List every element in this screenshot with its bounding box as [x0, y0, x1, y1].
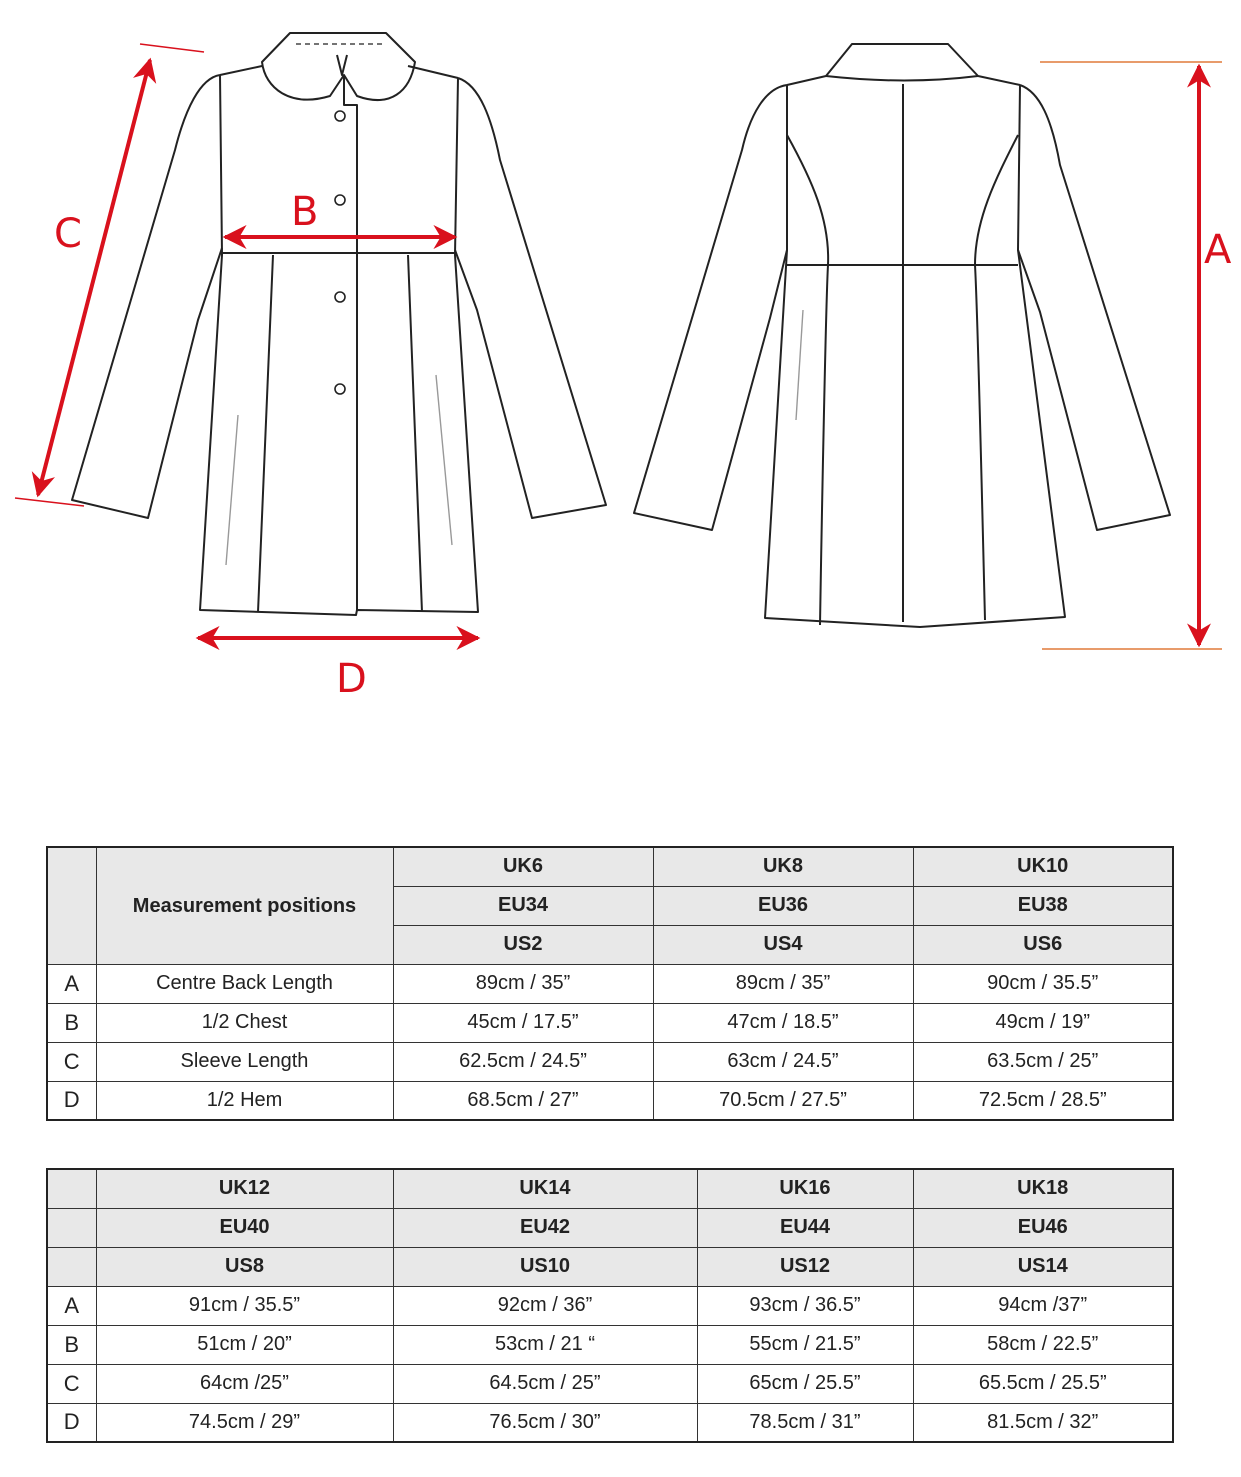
size-uk-header: UK14 — [393, 1169, 697, 1208]
measure-a-line — [1040, 62, 1222, 649]
back-collar — [787, 44, 1020, 85]
size-chart-table-1 — [46, 846, 1174, 1121]
measurement-value: 63.5cm / 25” — [913, 1042, 1173, 1081]
measurement-value: 58cm / 22.5” — [913, 1325, 1173, 1364]
front-body-outline — [200, 75, 478, 615]
size-us-header: US8 — [96, 1247, 393, 1286]
size-us-header: US6 — [913, 925, 1173, 964]
measurement-value: 91cm / 35.5” — [96, 1286, 393, 1325]
row-letter: A — [47, 1286, 96, 1325]
measurement-value: 81.5cm / 32” — [913, 1403, 1173, 1442]
measurement-value: 90cm / 35.5” — [913, 964, 1173, 1003]
label-c: C — [54, 211, 82, 257]
measurement-value: 65.5cm / 25.5” — [913, 1364, 1173, 1403]
table-row — [47, 1081, 1173, 1120]
row-letter: B — [47, 1003, 96, 1042]
measurement-value: 65cm / 25.5” — [697, 1364, 913, 1403]
measurement-value: 92cm / 36” — [393, 1286, 697, 1325]
size-us-header: US14 — [913, 1247, 1173, 1286]
size-eu-header: EU46 — [913, 1208, 1173, 1247]
corner-cell — [47, 847, 96, 964]
size-eu-header: EU38 — [913, 886, 1173, 925]
measurement-value: 63cm / 24.5” — [653, 1042, 913, 1081]
measurement-value: 47cm / 18.5” — [653, 1003, 913, 1042]
measurement-value: 78.5cm / 31” — [697, 1403, 913, 1442]
corner-cell — [47, 1208, 96, 1247]
front-right-sleeve — [455, 78, 606, 518]
measure-c-line — [15, 44, 204, 506]
measurement-value: 53cm / 21 “ — [393, 1325, 697, 1364]
table-row — [47, 1364, 1173, 1403]
size-uk-header: UK6 — [393, 847, 653, 886]
size-us-header: US10 — [393, 1247, 697, 1286]
size-uk-header: UK10 — [913, 847, 1173, 886]
measurement-value: 64cm /25” — [96, 1364, 393, 1403]
front-collar — [262, 33, 415, 100]
table-row — [47, 1003, 1173, 1042]
row-measurement-name: Centre Back Length — [96, 964, 393, 1003]
size-eu-header: EU34 — [393, 886, 653, 925]
measurement-value: 89cm / 35” — [393, 964, 653, 1003]
table-row — [47, 1286, 1173, 1325]
size-us-header: US12 — [697, 1247, 913, 1286]
row-measurement-name: Sleeve Length — [96, 1042, 393, 1081]
measurement-value: 62.5cm / 24.5” — [393, 1042, 653, 1081]
size-chart-table-2 — [46, 1168, 1174, 1443]
label-d: D — [336, 656, 367, 702]
size-uk-header: UK12 — [96, 1169, 393, 1208]
back-right-sleeve — [1018, 85, 1170, 530]
size-us-header: US4 — [653, 925, 913, 964]
label-b: B — [291, 189, 319, 235]
row-letter: C — [47, 1364, 96, 1403]
table-row — [47, 1403, 1173, 1442]
table-row — [47, 1042, 1173, 1081]
table-row — [47, 964, 1173, 1003]
size-eu-header: EU42 — [393, 1208, 697, 1247]
measurement-value: 70.5cm / 27.5” — [653, 1081, 913, 1120]
jacket-measurement-diagram — [0, 0, 1241, 720]
back-body-outline — [765, 85, 1065, 627]
row-measurement-name: 1/2 Chest — [96, 1003, 393, 1042]
measurement-value: 89cm / 35” — [653, 964, 913, 1003]
size-eu-header: EU40 — [96, 1208, 393, 1247]
measurement-value: 64.5cm / 25” — [393, 1364, 697, 1403]
jacket-front-view — [72, 33, 606, 615]
front-left-sleeve — [72, 75, 222, 518]
size-eu-header: EU44 — [697, 1208, 913, 1247]
size-us-header: US2 — [393, 925, 653, 964]
measurement-value: 68.5cm / 27” — [393, 1081, 653, 1120]
row-letter: A — [47, 964, 96, 1003]
row-letter: D — [47, 1403, 96, 1442]
measurement-value: 94cm /37” — [913, 1286, 1173, 1325]
label-a: A — [1204, 227, 1232, 273]
measurement-value: 93cm / 36.5” — [697, 1286, 913, 1325]
size-uk-header: UK16 — [697, 1169, 913, 1208]
size-uk-header: UK8 — [653, 847, 913, 886]
corner-cell — [47, 1247, 96, 1286]
row-letter: C — [47, 1042, 96, 1081]
size-uk-header: UK18 — [913, 1169, 1173, 1208]
jacket-back-view — [634, 44, 1170, 627]
row-letter: B — [47, 1325, 96, 1364]
row-letter: D — [47, 1081, 96, 1120]
measurement-value: 74.5cm / 29” — [96, 1403, 393, 1442]
measurement-value: 49cm / 19” — [913, 1003, 1173, 1042]
measurement-value: 76.5cm / 30” — [393, 1403, 697, 1442]
measurement-value: 45cm / 17.5” — [393, 1003, 653, 1042]
row-measurement-name: 1/2 Hem — [96, 1081, 393, 1120]
measurement-value: 51cm / 20” — [96, 1325, 393, 1364]
size-eu-header: EU36 — [653, 886, 913, 925]
measurement-positions-header: Measurement positions — [96, 847, 393, 964]
measurement-value: 55cm / 21.5” — [697, 1325, 913, 1364]
table-row — [47, 1325, 1173, 1364]
back-left-sleeve — [634, 85, 787, 530]
corner-cell — [47, 1169, 96, 1208]
measurement-value: 72.5cm / 28.5” — [913, 1081, 1173, 1120]
